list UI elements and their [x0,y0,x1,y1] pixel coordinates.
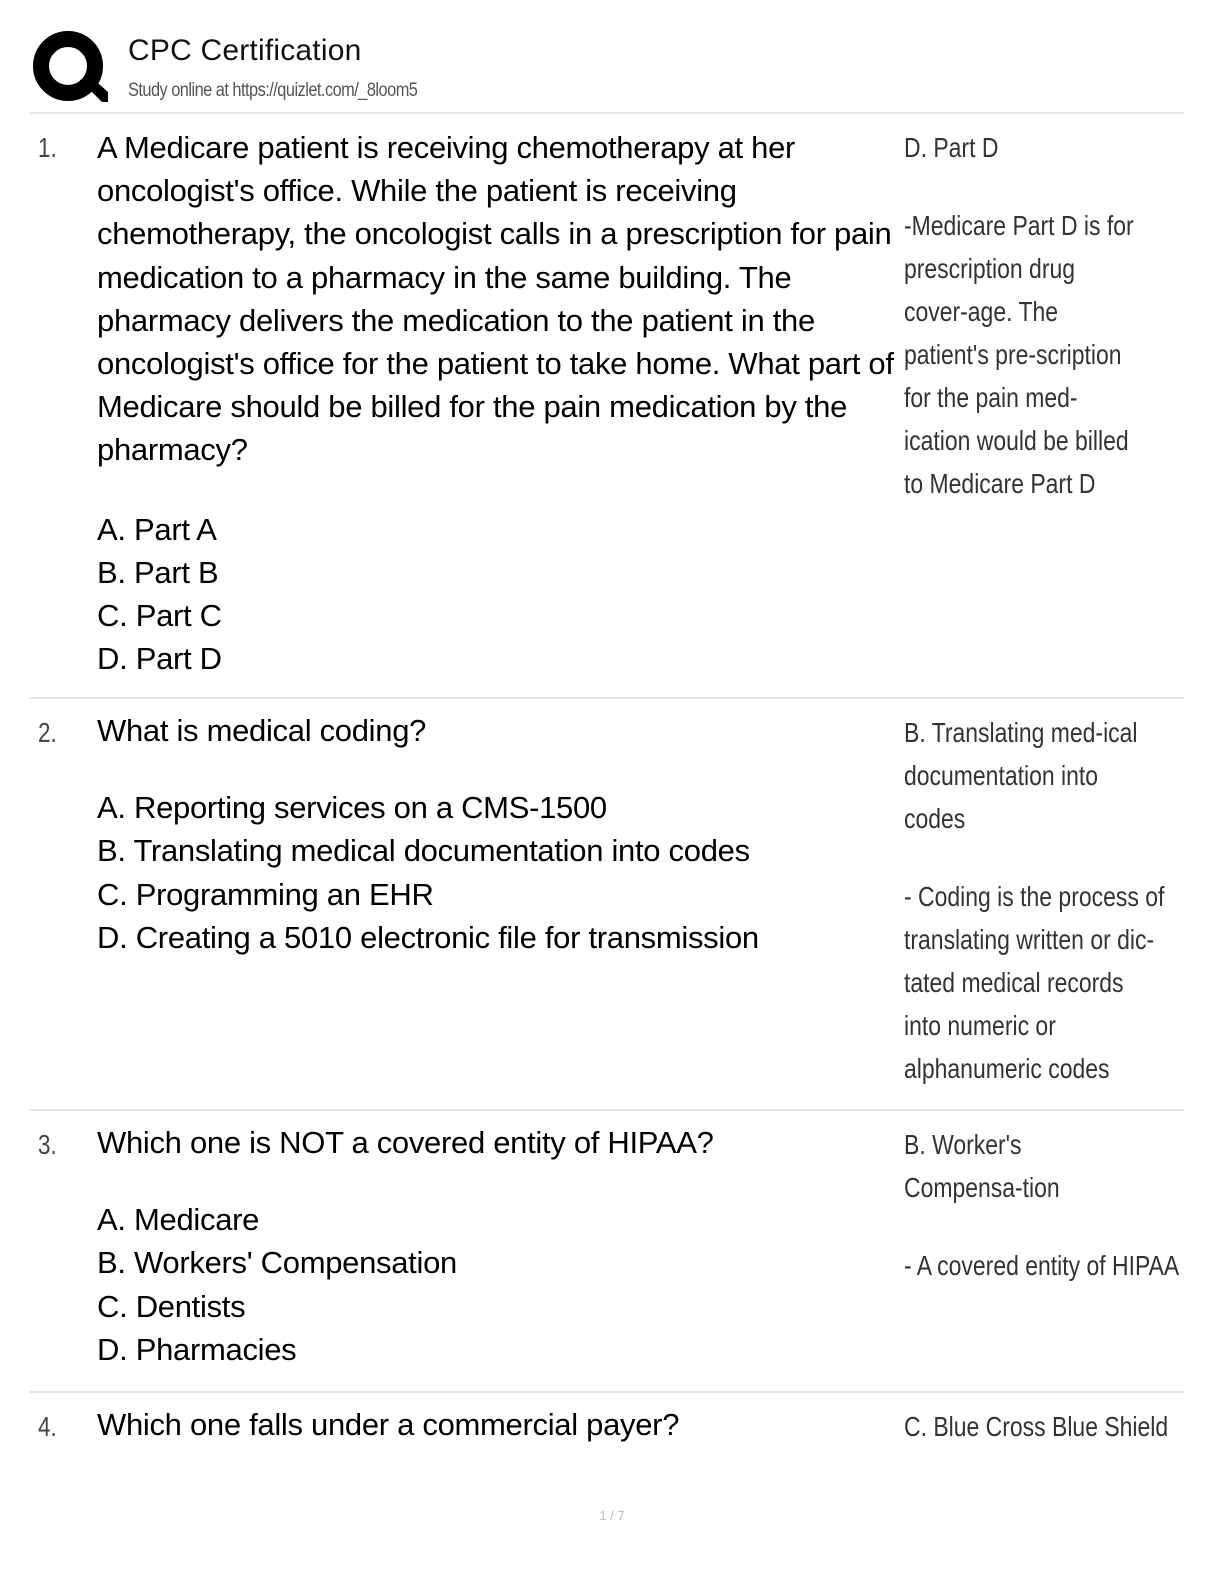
answer-explanation: - A covered entity of HIPAA [904,1250,1180,1281]
options-list [97,1198,907,1371]
question-text: A Medicare patient is receiving chemotherapy at her oncologist's office. While the patient is receiving chemotherapy, the oncologist calls in a prescription for pain medication to a pharmacy in the same building. The pharmacy delivers the medication to the patient in the oncologist's office for the patient to take home. What part of Medicare should be billed for the pain medication by the pharmacy? [97,130,902,468]
card-number: 2. [38,717,57,748]
option: D. Creating a 5010 electronic file for transmission [97,919,759,955]
options-list [97,508,907,681]
option: C. Programming an EHR [97,876,434,912]
option: D. Pharmacies [97,1331,297,1367]
option: B. Workers' Compensation [97,1245,457,1281]
option: C. Part C [97,598,222,634]
answer [904,1123,1183,1287]
option: A. Part A [97,511,217,547]
flashcard-row [30,1393,1184,1473]
question-text: What is medical coding? [97,713,427,748]
flashcard-row [30,1111,1184,1393]
answer [904,711,1183,1090]
answer-explanation: -Medicare Part D is for prescription drug cover-age. The patient's pre-scription for the pain med-ication would be billed to Medicare Part D [904,210,1134,499]
study-online-link[interactable]: Study online at https://quizlet.com/_8loom5 [128,80,418,101]
card-number: 1. [38,132,57,163]
flashcard-row [30,114,1184,699]
answer-text: B. Translating med-ical documentation into codes [904,717,1138,834]
answer-text: B. Worker's Compensa-tion [904,1129,1060,1203]
answer-text: C. Blue Cross Blue Shield [904,1411,1169,1442]
card-number: 4. [38,1411,57,1442]
question [97,709,907,959]
option: B. Translating medical documentation into codes [97,833,750,869]
option: A. Reporting services on a CMS-1500 [97,790,607,826]
page-header [30,28,1184,114]
question-text: Which one is NOT a covered entity of HIPAA? [97,1125,714,1160]
answer [904,126,1183,505]
answer-explanation: - Coding is the process of translating written or dic-tated medical records into numeric or alphanumeric codes [904,881,1165,1084]
question [97,1403,907,1446]
card-number: 3. [38,1129,57,1160]
option: C. Dentists [97,1288,246,1324]
answer-text: D. Part D [904,132,999,163]
option: A. Medicare [97,1202,260,1238]
question [97,126,907,680]
page-indicator: 1 / 7 [599,1508,625,1523]
answer [904,1405,1183,1448]
quizlet-logo-icon [32,30,108,106]
set-title: CPC Certification [128,34,362,67]
flashcard-row [30,699,1184,1111]
question [97,1121,907,1371]
option: B. Part B [97,554,219,590]
options-list [97,786,907,959]
option: D. Part D [97,641,222,677]
question-text: Which one falls under a commercial payer? [97,1407,680,1442]
